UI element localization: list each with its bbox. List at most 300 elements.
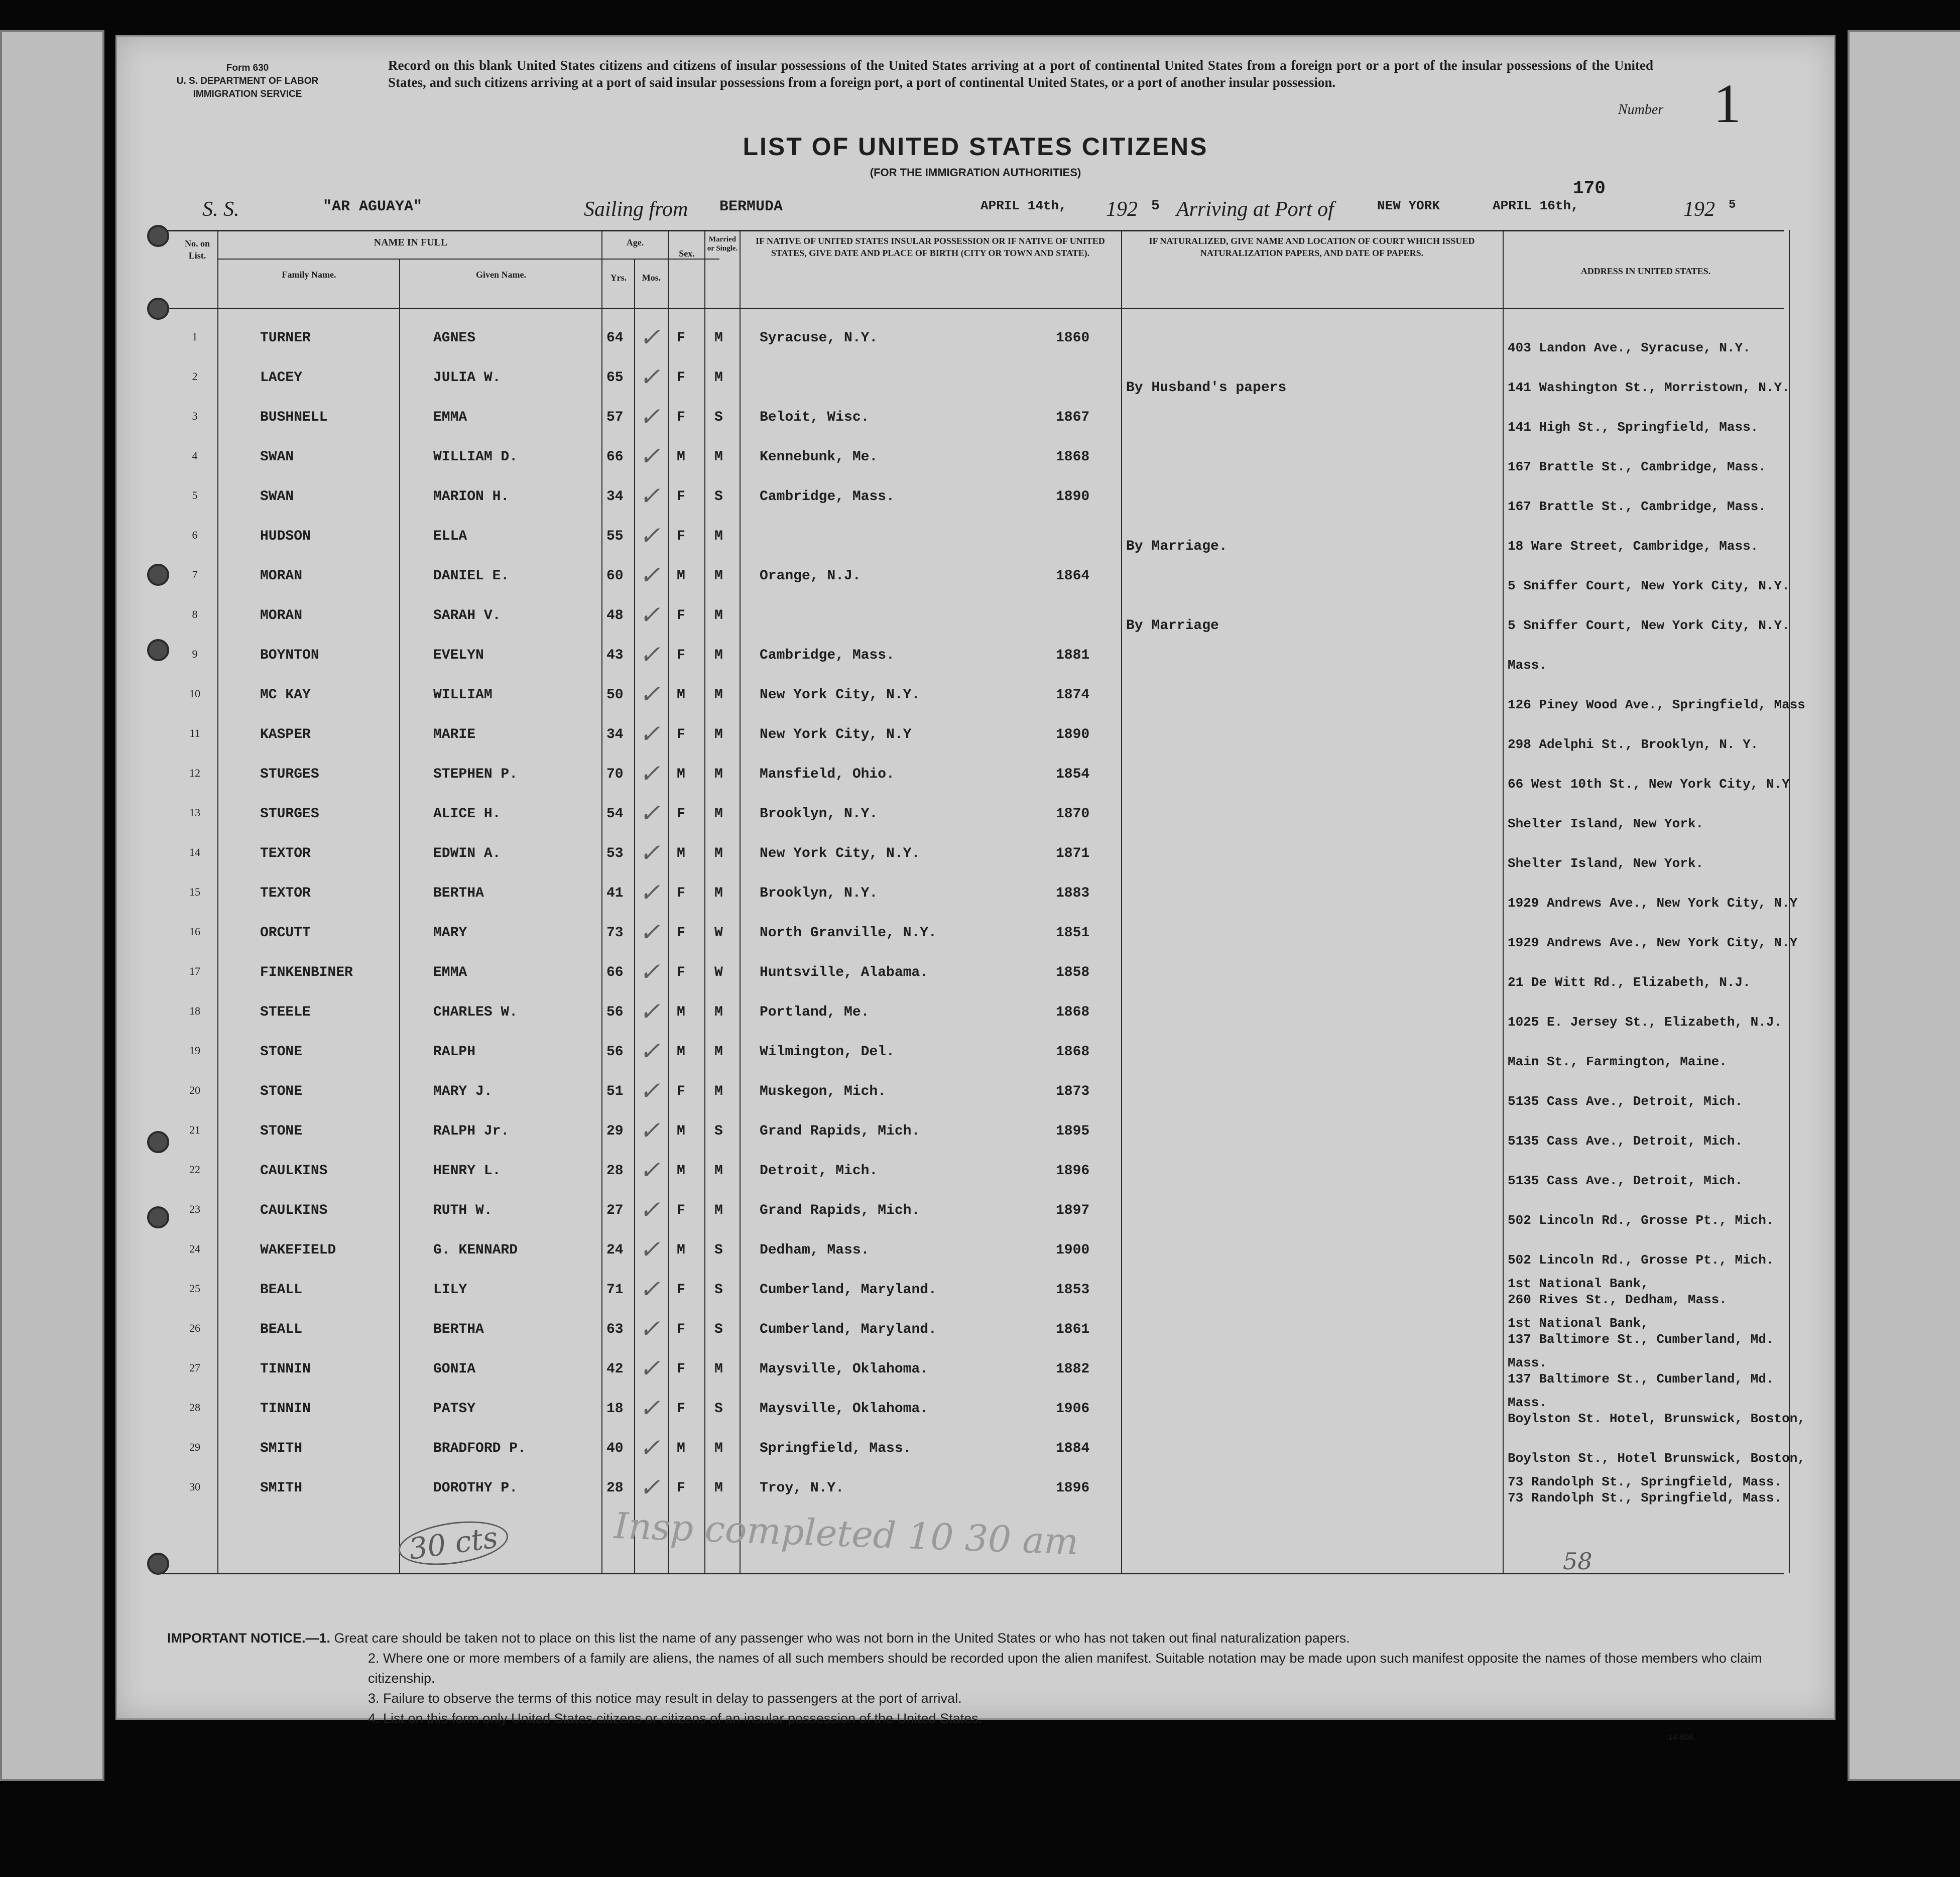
sailing-from: BERMUDA (719, 198, 783, 215)
check-mark-icon: ✓ (639, 521, 660, 550)
birth-year: 1861 (1056, 1322, 1090, 1337)
address: Mass. (1508, 658, 1547, 673)
record-instructions: Record on this blank United States citizens and citizens of insular possessions of the United States arriving at a port of continental United States from a foreign port or a port of the insular possessions of the United States, and such citizens arriving at a port of said insular possessions from a foreign port, a port of continental United States, or a port of another insular possession. (388, 58, 1653, 90)
age-years: 42 (606, 1361, 624, 1377)
row-number: 24 (189, 1242, 200, 1255)
given-name: DOROTHY P. (433, 1480, 518, 1496)
binder-hole (147, 1553, 169, 1575)
col-header-yrs: Yrs. (610, 273, 627, 283)
check-mark-icon: ✓ (639, 1116, 660, 1145)
marital-status: S (714, 1123, 723, 1139)
notice-1: Great care should be taken not to place on this list the name of any passenger who was not born in the United States or who has not taken out final naturalization papers. (334, 1631, 1350, 1646)
family-name: TEXTOR (260, 846, 311, 861)
given-name: EMMA (433, 965, 467, 980)
age-years: 56 (606, 1044, 624, 1060)
col-rule-5 (668, 230, 669, 1573)
notice-2: 2. Where one or more members of a family are aliens, the names of all such members should be recorded upon the alien manifest. Suitable notation may be made upon such manifest opposite the names of those members who claim citizenship. (368, 1651, 1762, 1686)
given-name: SARAH V. (433, 608, 501, 623)
sex: F (677, 489, 685, 505)
age-years: 28 (606, 1480, 624, 1496)
check-mark-icon: ✓ (639, 1354, 660, 1383)
birth-year: 1858 (1056, 965, 1090, 980)
row-number: 18 (189, 1005, 200, 1017)
birth-place: Troy, N.Y. (760, 1480, 844, 1496)
marital-status: M (714, 886, 723, 901)
birth-year: 1883 (1056, 886, 1090, 901)
col-header-birth: IF NATIVE OF UNITED STATES INSULAR POSSESSION OR IF NATIVE OF UNITED STATES, GIVE DATE AND PLACE OF BIRTH (CITY OR TOWN AND STATE). (756, 236, 1105, 258)
sex: M (677, 1441, 685, 1456)
age-years: 71 (606, 1282, 624, 1298)
row-number: 2 (192, 370, 198, 383)
given-name: MARY J. (433, 1084, 493, 1099)
given-name: GONIA (433, 1361, 476, 1377)
birth-place: Cumberland, Maryland. (760, 1322, 937, 1337)
address: 1929 Andrews Ave., New York City, N.Y (1508, 935, 1798, 950)
age-years: 55 (606, 529, 624, 544)
binder-hole (147, 298, 169, 320)
age-years: 66 (606, 449, 624, 465)
department: U. S. DEPARTMENT OF LABOR (176, 76, 319, 86)
sex: F (677, 1401, 685, 1417)
address: 502 Lincoln Rd., Grosse Pt., Mich. (1508, 1253, 1774, 1268)
row-number: 12 (189, 767, 200, 779)
marital-status: M (714, 1441, 723, 1456)
list-number: 1 (1713, 73, 1741, 134)
given-name: G. KENNARD (433, 1242, 518, 1258)
table-bottom-rule (157, 1573, 1784, 1574)
marital-status: M (714, 648, 723, 663)
sex: M (677, 846, 685, 861)
address-line-2: 1st National Bank, (1508, 1276, 1649, 1291)
birth-year: 1906 (1056, 1401, 1090, 1417)
family-name: TINNIN (260, 1401, 311, 1417)
address: 73 Randolph St., Springfield, Mass. (1508, 1490, 1782, 1506)
check-mark-icon: ✓ (639, 442, 660, 471)
row-number: 14 (189, 846, 200, 858)
birth-place: Cambridge, Mass. (760, 648, 895, 663)
birth-place: Maysville, Oklahoma. (760, 1361, 929, 1377)
birth-year: 1870 (1056, 806, 1090, 822)
year-digit-1: 5 (1151, 198, 1160, 214)
address: 260 Rives St., Dedham, Mass. (1508, 1292, 1727, 1307)
check-mark-icon: ✓ (639, 1195, 660, 1224)
count-annotation: 30 cts (396, 1515, 511, 1571)
age-years: 64 (606, 330, 624, 346)
sex: M (677, 1005, 685, 1020)
row-number: 25 (189, 1282, 200, 1295)
sex: F (677, 806, 685, 822)
address: 5 Sniffer Court, New York City, N.Y. (1508, 578, 1790, 593)
check-mark-icon: ✓ (639, 957, 660, 986)
age-years: 34 (606, 489, 624, 505)
check-mark-icon: ✓ (639, 1156, 660, 1185)
col-header-no: No. on List. (184, 238, 210, 261)
check-mark-icon: ✓ (639, 362, 660, 392)
birth-year: 1864 (1056, 568, 1090, 584)
row-number: 26 (189, 1322, 200, 1334)
family-name: LACEY (260, 370, 303, 386)
row-number: 17 (189, 965, 200, 977)
marital-status: M (714, 1005, 723, 1020)
row-number: 8 (192, 608, 198, 620)
given-name: MARY (433, 925, 467, 941)
address: 502 Lincoln Rd., Grosse Pt., Mich. (1508, 1213, 1774, 1228)
age-years: 56 (606, 1005, 624, 1020)
marital-status: S (714, 489, 723, 505)
family-name: TEXTOR (260, 886, 311, 901)
sex: F (677, 1480, 685, 1496)
family-name: STONE (260, 1084, 303, 1099)
row-number: 13 (189, 806, 200, 819)
marital-status: M (714, 330, 723, 346)
birth-place: Portland, Me. (760, 1005, 870, 1020)
marital-status: M (714, 449, 723, 465)
age-years: 29 (606, 1123, 624, 1139)
check-mark-icon: ✓ (639, 878, 660, 907)
sex: M (677, 449, 685, 465)
birth-place: New York City, N.Y. (760, 687, 920, 703)
stamp-number: 170 (1573, 178, 1606, 199)
depart-date: APRIL 14th, (981, 198, 1067, 213)
binder-hole (147, 639, 169, 661)
row-number: 1 (192, 330, 198, 343)
row-number: 22 (189, 1163, 200, 1176)
age-years: 24 (606, 1242, 624, 1258)
sex: F (677, 648, 685, 663)
given-name: BERTHA (433, 886, 484, 901)
marital-status: M (714, 1361, 723, 1377)
birth-place: Detroit, Mich. (760, 1163, 878, 1179)
marital-status: M (714, 1203, 723, 1218)
marital-status: M (714, 687, 723, 703)
table-top-rule (157, 230, 1784, 231)
row-number: 27 (189, 1361, 200, 1374)
row-number: 9 (192, 648, 198, 660)
birth-place: New York City, N.Y. (760, 846, 920, 861)
form-no: Form 630 (226, 63, 269, 73)
family-name: BOYNTON (260, 648, 319, 663)
check-mark-icon: ✓ (639, 640, 660, 669)
year-label-1: 192 (1106, 198, 1138, 221)
given-name: RALPH Jr. (433, 1123, 510, 1139)
age-years: 18 (606, 1401, 624, 1417)
marital-status: S (714, 410, 723, 425)
marital-status: W (714, 965, 723, 980)
row-number: 15 (189, 886, 200, 898)
check-mark-icon: ✓ (639, 402, 660, 431)
birth-place: Brooklyn, N.Y. (760, 806, 878, 822)
col-rule-6 (704, 230, 705, 1573)
birth-place: North Granville, N.Y. (760, 925, 937, 941)
col-header-address: ADDRESS IN UNITED STATES. (1580, 266, 1711, 276)
address: 66 West 10th St., New York City, N.Y (1508, 777, 1790, 792)
address-line-2: 73 Randolph St., Springfield, Mass. (1508, 1474, 1782, 1489)
birth-place: New York City, N.Y (760, 727, 912, 742)
marital-status: M (714, 608, 723, 623)
sex: M (677, 1044, 685, 1060)
given-name: MARIE (433, 727, 476, 742)
address: 5135 Cass Ave., Detroit, Mich. (1508, 1173, 1743, 1188)
col-header-married: Married or Single. (707, 235, 738, 253)
marital-status: S (714, 1401, 723, 1417)
binder-hole (147, 564, 169, 586)
sailing-from-label: Sailing from (584, 198, 688, 221)
age-years: 51 (606, 1084, 624, 1099)
given-name: EVELYN (433, 648, 484, 663)
name-sub-rule (217, 259, 719, 260)
check-mark-icon: ✓ (639, 481, 660, 511)
col-rule-3 (601, 230, 602, 1573)
naturalization: By Husband's papers (1126, 380, 1287, 396)
age-years: 28 (606, 1163, 624, 1179)
check-mark-icon: ✓ (639, 1433, 660, 1462)
family-name: ORCUTT (260, 925, 311, 941)
birth-year: 1867 (1056, 410, 1090, 425)
birth-place: Kennebunk, Me. (760, 449, 878, 465)
given-name: EMMA (433, 410, 467, 425)
page-title: LIST OF UNITED STATES CITIZENS (743, 133, 1208, 161)
birth-place: Beloit, Wisc. (760, 410, 870, 425)
sex: M (677, 568, 685, 584)
birth-year: 1881 (1056, 648, 1090, 663)
age-years: 65 (606, 370, 624, 386)
row-number: 19 (189, 1044, 200, 1057)
age-years: 57 (606, 410, 624, 425)
age-years: 53 (606, 846, 624, 861)
birth-year: 1873 (1056, 1084, 1090, 1099)
notice-3: 3. Failure to observe the terms of this notice may result in delay to passengers at the port of arrival. (368, 1691, 962, 1706)
age-years: 50 (606, 687, 624, 703)
family-name: SMITH (260, 1480, 303, 1496)
page-number-note: 58 (1563, 1548, 1592, 1575)
check-mark-icon: ✓ (639, 918, 660, 947)
birth-place: Orange, N.J. (760, 568, 861, 584)
sex: F (677, 1203, 685, 1218)
sex: M (677, 1163, 685, 1179)
age-years: 63 (606, 1322, 624, 1337)
col-header-name: NAME IN FULL (374, 237, 448, 248)
birth-year: 1897 (1056, 1203, 1090, 1218)
col-header-naturalized: IF NATURALIZED, GIVE NAME AND LOCATION OF COURT WHICH ISSUED NATURALIZATION PAPERS, AND DATE OF PAPERS. (1149, 236, 1475, 258)
naturalization: By Marriage (1126, 618, 1219, 634)
birth-year: 1882 (1056, 1361, 1090, 1377)
family-name: STONE (260, 1123, 303, 1139)
naturalization: By Marriage. (1126, 539, 1228, 554)
birth-place: Springfield, Mass. (760, 1441, 912, 1456)
birth-year: 1871 (1056, 846, 1090, 861)
family-name: WAKEFIELD (260, 1242, 336, 1258)
given-name: PATSY (433, 1401, 476, 1417)
sex: F (677, 370, 685, 386)
birth-place: Syracuse, N.Y. (760, 330, 878, 346)
given-name: WILLIAM D. (433, 449, 518, 465)
col-header-age: Age. (626, 237, 644, 247)
check-mark-icon: ✓ (639, 1275, 660, 1304)
birth-place: Cumberland, Maryland. (760, 1282, 937, 1298)
address: Boylston St. Hotel, Brunswick, Boston, (1508, 1411, 1805, 1426)
address: Main St., Farmington, Maine. (1508, 1054, 1727, 1069)
row-number: 3 (192, 410, 198, 422)
age-years: 27 (606, 1203, 624, 1218)
col-header-mos: Mos. (642, 273, 661, 283)
given-name: EDWIN A. (433, 846, 501, 861)
sex: F (677, 529, 685, 544)
important-notice (167, 1628, 1784, 1728)
col-rule-8 (1121, 230, 1122, 1573)
form-number-block (172, 62, 323, 101)
birth-year: 1874 (1056, 687, 1090, 703)
check-mark-icon: ✓ (639, 600, 660, 630)
binder-hole (147, 1131, 169, 1153)
birth-year: 1868 (1056, 1005, 1090, 1020)
arrive-date: APRIL 16th, (1493, 198, 1579, 213)
family-name: STURGES (260, 806, 319, 822)
check-mark-icon: ✓ (639, 759, 660, 788)
family-name: STURGES (260, 767, 319, 782)
form-code: 14-606 (1668, 1733, 1693, 1742)
family-name: MORAN (260, 568, 303, 584)
page-subtitle: (FOR THE IMMIGRATION AUTHORITIES) (870, 166, 1081, 179)
inspection-note: Insp completed 10 30 am (613, 1504, 1079, 1563)
sex: F (677, 1282, 685, 1298)
family-name: MC KAY (260, 687, 311, 703)
address-line-2: Mass. (1508, 1355, 1547, 1370)
birth-year: 1890 (1056, 489, 1090, 505)
family-name: SWAN (260, 489, 294, 505)
ss-label: S. S. (202, 198, 239, 221)
address-line-2: 1st National Bank, (1508, 1316, 1649, 1331)
check-mark-icon: ✓ (639, 323, 660, 352)
address: 5135 Cass Ave., Detroit, Mich. (1508, 1094, 1743, 1109)
birth-year: 1884 (1056, 1441, 1090, 1456)
address: Boylston St., Hotel Brunswick, Boston, (1508, 1451, 1805, 1466)
birth-place: Cambridge, Mass. (760, 489, 895, 505)
marital-status: M (714, 1480, 723, 1496)
birth-year: 1895 (1056, 1123, 1090, 1139)
birth-place: Maysville, Oklahoma. (760, 1401, 929, 1417)
address: 137 Baltimore St., Cumberland, Md. (1508, 1371, 1774, 1387)
marital-status: S (714, 1322, 723, 1337)
birth-year: 1890 (1056, 727, 1090, 742)
check-mark-icon: ✓ (639, 1394, 660, 1423)
sex: F (677, 330, 685, 346)
age-years: 70 (606, 767, 624, 782)
address: 5 Sniffer Court, New York City, N.Y. (1508, 618, 1790, 633)
family-name: CAULKINS (260, 1163, 328, 1179)
marital-status: M (714, 568, 723, 584)
sex: M (677, 767, 685, 782)
address: 403 Landon Ave., Syracuse, N.Y. (1508, 340, 1751, 355)
check-mark-icon: ✓ (639, 1076, 660, 1105)
marital-status: M (714, 806, 723, 822)
family-name: TINNIN (260, 1361, 311, 1377)
given-name: ELLA (433, 529, 467, 544)
check-mark-icon: ✓ (639, 561, 660, 590)
arriving-label: Arriving at Port of (1176, 198, 1334, 221)
given-name: RALPH (433, 1044, 476, 1060)
marital-status: W (714, 925, 723, 941)
check-mark-icon: ✓ (639, 1037, 660, 1066)
given-name: RUTH W. (433, 1203, 493, 1218)
address: 167 Brattle St., Cambridge, Mass. (1508, 459, 1766, 474)
right-page-edge (1848, 30, 1960, 1781)
family-name: STEELE (260, 1005, 311, 1020)
birth-place: Grand Rapids, Mich. (760, 1203, 920, 1218)
sex: F (677, 727, 685, 742)
age-years: 60 (606, 568, 624, 584)
birth-year: 1868 (1056, 449, 1090, 465)
birth-place: Mansfield, Ohio. (760, 767, 895, 782)
given-name: CHARLES W. (433, 1005, 518, 1020)
sex: F (677, 886, 685, 901)
family-name: MORAN (260, 608, 303, 623)
col-rule-1 (217, 230, 218, 1573)
manifest-sheet (115, 35, 1835, 1742)
check-mark-icon: ✓ (639, 997, 660, 1026)
family-name: FINKENBINER (260, 965, 353, 980)
col-rule-9 (1503, 230, 1504, 1573)
notice-4: 4. List on this form only United States citizens or citizens of an insular possession of the United States. (368, 1711, 983, 1726)
address: 18 Ware Street, Cambridge, Mass. (1508, 539, 1759, 554)
marital-status: M (714, 529, 723, 544)
marital-status: M (714, 767, 723, 782)
marital-status: S (714, 1242, 723, 1258)
birth-year: 1853 (1056, 1282, 1090, 1298)
check-mark-icon: ✓ (639, 1235, 660, 1264)
row-number: 11 (189, 727, 200, 739)
birth-year: 1896 (1056, 1163, 1090, 1179)
check-mark-icon: ✓ (639, 838, 660, 867)
binder-hole (147, 1206, 169, 1228)
age-years: 48 (606, 608, 624, 623)
given-name: AGNES (433, 330, 476, 346)
sex: F (677, 925, 685, 941)
marital-status: M (714, 1044, 723, 1060)
row-number: 6 (192, 529, 198, 541)
given-name: DANIEL E. (433, 568, 510, 584)
age-years: 40 (606, 1441, 624, 1456)
marital-status: M (714, 370, 723, 386)
sex: F (677, 1361, 685, 1377)
age-years: 34 (606, 727, 624, 742)
family-name: SWAN (260, 449, 294, 465)
col-rule-7 (740, 230, 741, 1573)
address: 167 Brattle St., Cambridge, Mass. (1508, 499, 1766, 514)
sex: M (677, 1242, 685, 1258)
binder-hole (147, 225, 169, 247)
given-name: STEPHEN P. (433, 767, 518, 782)
age-years: 43 (606, 648, 624, 663)
age-years: 54 (606, 806, 624, 822)
address: Shelter Island, New York. (1508, 816, 1704, 831)
year-digit-2: 5 (1729, 198, 1736, 212)
row-number: 7 (192, 568, 198, 581)
check-mark-icon: ✓ (639, 799, 660, 828)
family-name: HUDSON (260, 529, 311, 544)
check-mark-icon: ✓ (639, 1314, 660, 1343)
birth-year: 1854 (1056, 767, 1090, 782)
given-name: WILLIAM (433, 687, 493, 703)
sex: F (677, 1322, 685, 1337)
birth-place: Brooklyn, N.Y. (760, 886, 878, 901)
col-rule-4 (634, 259, 635, 1573)
row-number: 5 (192, 489, 198, 502)
birth-place: Wilmington, Del. (760, 1044, 895, 1060)
marital-status: M (714, 1163, 723, 1179)
family-name: BEALL (260, 1322, 303, 1337)
header-bottom-rule (157, 308, 1784, 309)
check-mark-icon: ✓ (639, 680, 660, 709)
